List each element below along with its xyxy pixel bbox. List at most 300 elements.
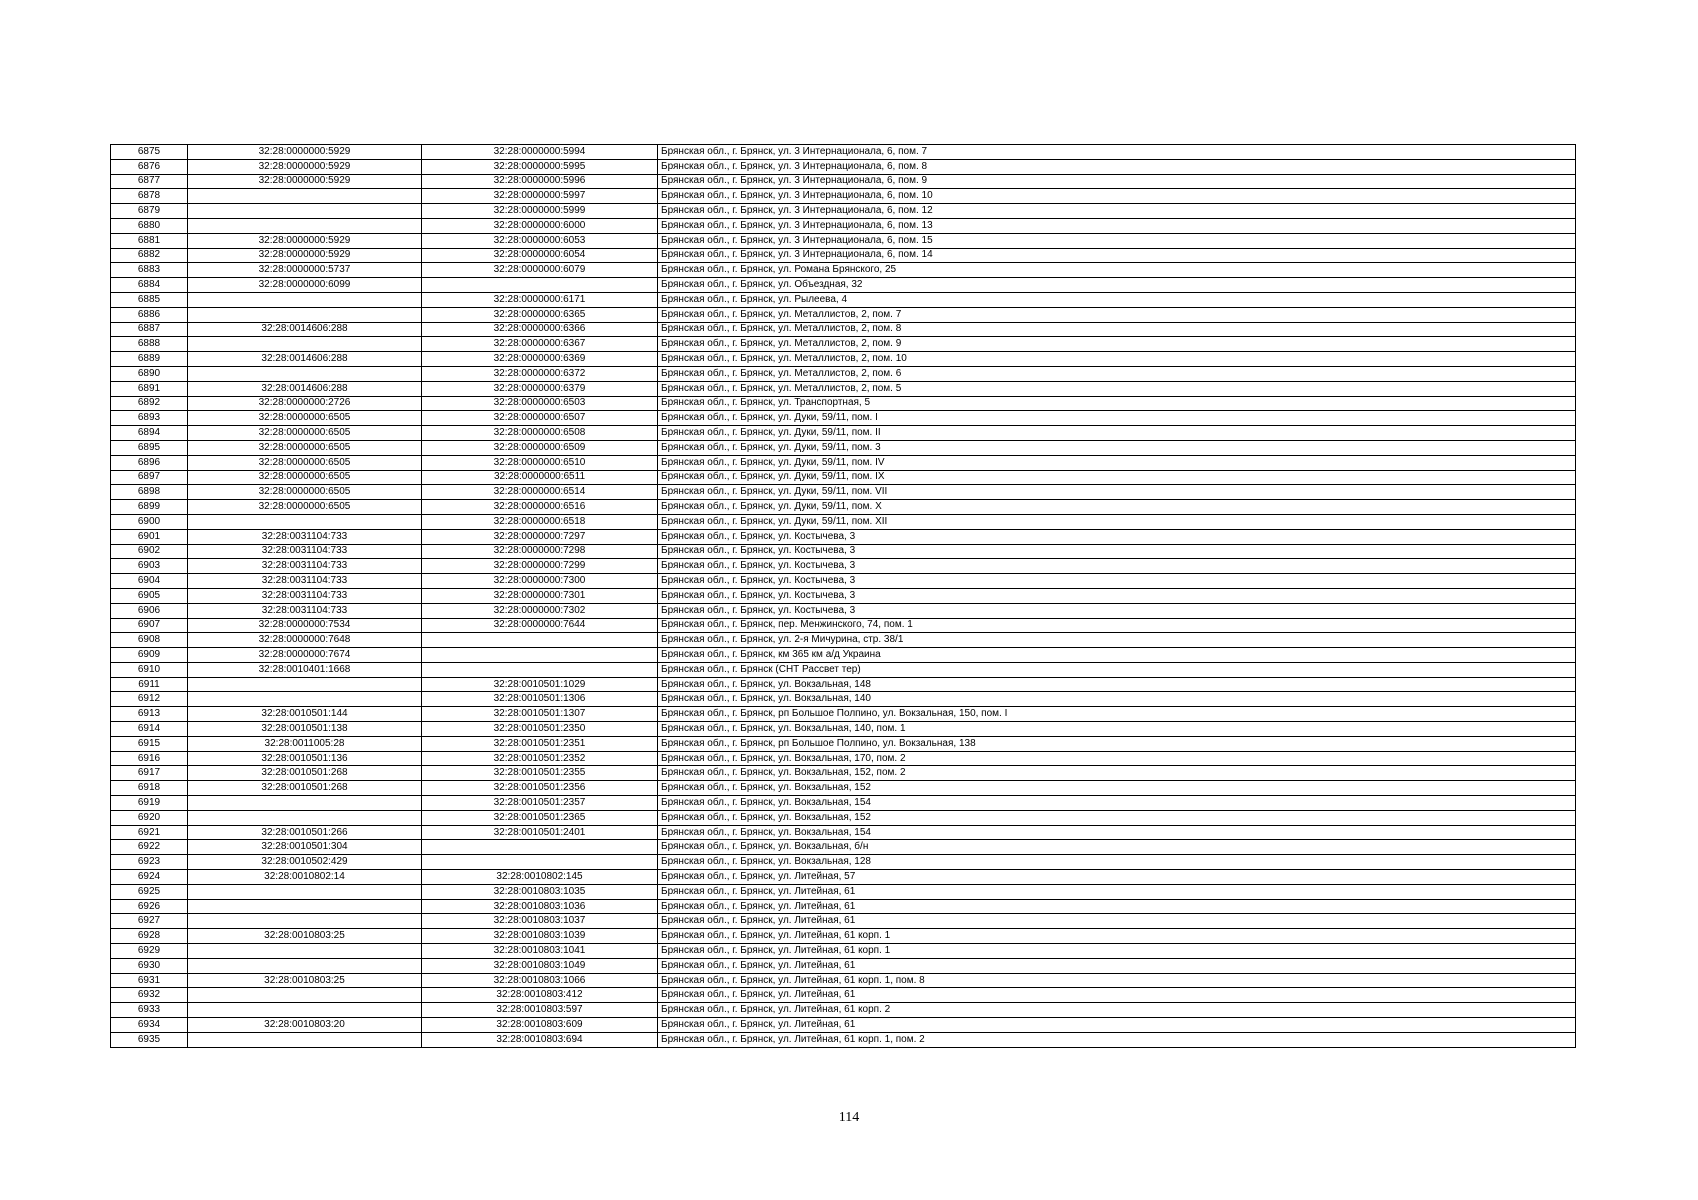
cadastral-number-cell: 32:28:0000000:6514 — [422, 485, 658, 500]
cadastral-number-cell: 32:28:0000000:6507 — [422, 411, 658, 426]
address-cell: Брянская обл., г. Брянск, ул. Литейная, 61 корп. 1, пом. 8 — [658, 973, 1576, 988]
table-row — [111, 810, 1576, 825]
cadastral-number-cell: 32:28:0010803:1049 — [422, 958, 658, 973]
address-cell: Брянская обл., г. Брянск, рп Большое Полпино, ул. Вокзальная, 150, пом. I — [658, 707, 1576, 722]
cadastral-number-cell: 32:28:0000000:6516 — [422, 500, 658, 515]
address-cell: Брянская обл., г. Брянск, ул. Вокзальная, б/н — [658, 840, 1576, 855]
table-row — [111, 914, 1576, 929]
cadastral-number-cell: 32:28:0010803:1037 — [422, 914, 658, 929]
address-cell: Брянская обл., г. Брянск, ул. Металлистов, 2, пом. 7 — [658, 307, 1576, 322]
cadastral-number-cell: 32:28:0010802:145 — [422, 870, 658, 885]
parent-cadastral-cell: 32:28:0000000:5737 — [188, 263, 422, 278]
address-cell: Брянская обл., г. Брянск, ул. Литейная, 61 — [658, 884, 1576, 899]
address-cell: Брянская обл., г. Брянск, км 365 км а/д Украина — [658, 648, 1576, 663]
cadastral-number-cell — [422, 278, 658, 293]
parent-cadastral-cell: 32:28:0000000:6505 — [188, 500, 422, 515]
table-row — [111, 248, 1576, 263]
cadastral-number-cell: 32:28:0010501:2352 — [422, 751, 658, 766]
cadastral-number-cell: 32:28:0000000:6079 — [422, 263, 658, 278]
row-number-cell: 6916 — [111, 751, 188, 766]
parent-cadastral-cell: 32:28:0000000:5929 — [188, 233, 422, 248]
table-row — [111, 1003, 1576, 1018]
address-cell: Брянская обл., г. Брянск, ул. 3 Интернационала, 6, пом. 10 — [658, 189, 1576, 204]
cadastral-number-cell — [422, 633, 658, 648]
table-row — [111, 204, 1576, 219]
row-number-cell: 6892 — [111, 396, 188, 411]
address-cell: Брянская обл., г. Брянск, ул. Вокзальная, 140 — [658, 692, 1576, 707]
parent-cadastral-cell: 32:28:0010802:14 — [188, 870, 422, 885]
cadastral-number-cell — [422, 662, 658, 677]
table-row — [111, 781, 1576, 796]
parent-cadastral-cell: 32:28:0031104:733 — [188, 603, 422, 618]
address-cell: Брянская обл., г. Брянск, ул. Литейная, 57 — [658, 870, 1576, 885]
register-body — [111, 145, 1576, 1048]
table-row — [111, 944, 1576, 959]
cadastral-number-cell: 32:28:0000000:6365 — [422, 307, 658, 322]
row-number-cell: 6928 — [111, 929, 188, 944]
row-number-cell: 6920 — [111, 810, 188, 825]
address-cell: Брянская обл., г. Брянск, ул. Романа Брянского, 25 — [658, 263, 1576, 278]
cadastral-number-cell: 32:28:0000000:6366 — [422, 322, 658, 337]
cadastral-number-cell: 32:28:0000000:6509 — [422, 440, 658, 455]
cadastral-number-cell: 32:28:0010501:1307 — [422, 707, 658, 722]
address-cell: Брянская обл., г. Брянск, ул. Литейная, 61 — [658, 958, 1576, 973]
parent-cadastral-cell: 32:28:0031104:733 — [188, 574, 422, 589]
table-row — [111, 292, 1576, 307]
address-cell: Брянская обл., г. Брянск, ул. Металлистов, 2, пом. 9 — [658, 337, 1576, 352]
parent-cadastral-cell: 32:28:0014606:288 — [188, 381, 422, 396]
row-number-cell: 6917 — [111, 766, 188, 781]
row-number-cell: 6921 — [111, 825, 188, 840]
cadastral-number-cell — [422, 648, 658, 663]
cadastral-number-cell: 32:28:0000000:5995 — [422, 159, 658, 174]
parent-cadastral-cell: 32:28:0000000:6505 — [188, 455, 422, 470]
parent-cadastral-cell: 32:28:0000000:7648 — [188, 633, 422, 648]
cadastral-number-cell: 32:28:0000000:5994 — [422, 145, 658, 160]
address-cell: Брянская обл., г. Брянск, ул. Костычева, 3 — [658, 529, 1576, 544]
address-cell: Брянская обл., г. Брянск, ул. Дуки, 59/11, пом. XII — [658, 514, 1576, 529]
cadastral-number-cell: 32:28:0000000:6510 — [422, 455, 658, 470]
cadastral-number-cell: 32:28:0000000:5996 — [422, 174, 658, 189]
address-cell: Брянская обл., г. Брянск, ул. Вокзальная, 170, пом. 2 — [658, 751, 1576, 766]
table-row — [111, 189, 1576, 204]
address-cell: Брянская обл., г. Брянск, ул. Вокзальная, 152 — [658, 810, 1576, 825]
address-cell: Брянская обл., г. Брянск, ул. Литейная, 61 — [658, 914, 1576, 929]
row-number-cell: 6888 — [111, 337, 188, 352]
cadastral-number-cell: 32:28:0000000:7300 — [422, 574, 658, 589]
address-cell: Брянская обл., г. Брянск, ул. 3 Интернационала, 6, пом. 13 — [658, 218, 1576, 233]
address-cell: Брянская обл., г. Брянск, ул. Дуки, 59/11, пом. IV — [658, 455, 1576, 470]
cadastral-number-cell: 32:28:0000000:5999 — [422, 204, 658, 219]
table-row — [111, 233, 1576, 248]
address-cell: Брянская обл., г. Брянск, рп Большое Полпино, ул. Вокзальная, 138 — [658, 736, 1576, 751]
table-row — [111, 145, 1576, 160]
address-cell: Брянская обл., г. Брянск, ул. 3 Интернационала, 6, пом. 9 — [658, 174, 1576, 189]
parent-cadastral-cell: 32:28:0031104:733 — [188, 544, 422, 559]
address-cell: Брянская обл., г. Брянск (СНТ Рассвет тер) — [658, 662, 1576, 677]
row-number-cell: 6907 — [111, 618, 188, 633]
table-row — [111, 929, 1576, 944]
parent-cadastral-cell: 32:28:0000000:5929 — [188, 248, 422, 263]
cadastral-number-cell: 32:28:0010501:2351 — [422, 736, 658, 751]
cadastral-number-cell: 32:28:0000000:6367 — [422, 337, 658, 352]
parent-cadastral-cell — [188, 292, 422, 307]
row-number-cell: 6919 — [111, 796, 188, 811]
table-row — [111, 618, 1576, 633]
table-row — [111, 707, 1576, 722]
table-row — [111, 500, 1576, 515]
table-row — [111, 633, 1576, 648]
address-cell: Брянская обл., г. Брянск, пер. Менжинского, 74, пом. 1 — [658, 618, 1576, 633]
table-row — [111, 988, 1576, 1003]
row-number-cell: 6900 — [111, 514, 188, 529]
table-row — [111, 751, 1576, 766]
parent-cadastral-cell: 32:28:0010502:429 — [188, 855, 422, 870]
address-cell: Брянская обл., г. Брянск, ул. Литейная, 61 корп. 1 — [658, 944, 1576, 959]
table-row — [111, 218, 1576, 233]
row-number-cell: 6926 — [111, 899, 188, 914]
cadastral-number-cell: 32:28:0010501:1029 — [422, 677, 658, 692]
cadastral-number-cell: 32:28:0000000:5997 — [422, 189, 658, 204]
row-number-cell: 6879 — [111, 204, 188, 219]
row-number-cell: 6898 — [111, 485, 188, 500]
address-cell: Брянская обл., г. Брянск, ул. 3 Интернационала, 6, пом. 12 — [658, 204, 1576, 219]
row-number-cell: 6931 — [111, 973, 188, 988]
cadastral-number-cell: 32:28:0000000:6053 — [422, 233, 658, 248]
address-cell: Брянская обл., г. Брянск, ул. Костычева, 3 — [658, 603, 1576, 618]
row-number-cell: 6896 — [111, 455, 188, 470]
address-cell: Брянская обл., г. Брянск, ул. Литейная, 61 — [658, 899, 1576, 914]
row-number-cell: 6895 — [111, 440, 188, 455]
cadastral-number-cell: 32:28:0010803:1035 — [422, 884, 658, 899]
row-number-cell: 6918 — [111, 781, 188, 796]
address-cell: Брянская обл., г. Брянск, ул. Литейная, 61 — [658, 1018, 1576, 1033]
row-number-cell: 6932 — [111, 988, 188, 1003]
table-row — [111, 559, 1576, 574]
row-number-cell: 6908 — [111, 633, 188, 648]
row-number-cell: 6891 — [111, 381, 188, 396]
parent-cadastral-cell — [188, 366, 422, 381]
parent-cadastral-cell — [188, 796, 422, 811]
address-cell: Брянская обл., г. Брянск, ул. Дуки, 59/11, пом. I — [658, 411, 1576, 426]
parent-cadastral-cell — [188, 204, 422, 219]
parent-cadastral-cell — [188, 337, 422, 352]
parent-cadastral-cell — [188, 189, 422, 204]
row-number-cell: 6899 — [111, 500, 188, 515]
table-row — [111, 174, 1576, 189]
cadastral-number-cell: 32:28:0000000:6508 — [422, 426, 658, 441]
table-row — [111, 884, 1576, 899]
table-row — [111, 766, 1576, 781]
table-row — [111, 514, 1576, 529]
table-row — [111, 337, 1576, 352]
table-row — [111, 485, 1576, 500]
table-row — [111, 263, 1576, 278]
cadastral-number-cell: 32:28:0010501:2365 — [422, 810, 658, 825]
cadastral-number-cell: 32:28:0000000:6511 — [422, 470, 658, 485]
address-cell: Брянская обл., г. Брянск, ул. Металлистов, 2, пом. 10 — [658, 352, 1576, 367]
address-cell: Брянская обл., г. Брянск, ул. Дуки, 59/11, пом. IX — [658, 470, 1576, 485]
cadastral-number-cell: 32:28:0000000:6518 — [422, 514, 658, 529]
cadastral-number-cell: 32:28:0000000:6054 — [422, 248, 658, 263]
row-number-cell: 6889 — [111, 352, 188, 367]
row-number-cell: 6893 — [111, 411, 188, 426]
address-cell: Брянская обл., г. Брянск, ул. Вокзальная, 140, пом. 1 — [658, 722, 1576, 737]
cadastral-number-cell: 32:28:0000000:6379 — [422, 381, 658, 396]
table-row — [111, 825, 1576, 840]
row-number-cell: 6875 — [111, 145, 188, 160]
row-number-cell: 6878 — [111, 189, 188, 204]
row-number-cell: 6882 — [111, 248, 188, 263]
cadastral-number-cell: 32:28:0000000:6369 — [422, 352, 658, 367]
cadastral-number-cell: 32:28:0010501:1306 — [422, 692, 658, 707]
table-row — [111, 278, 1576, 293]
parent-cadastral-cell: 32:28:0010501:138 — [188, 722, 422, 737]
row-number-cell: 6911 — [111, 677, 188, 692]
row-number-cell: 6887 — [111, 322, 188, 337]
cadastral-number-cell: 32:28:0000000:7302 — [422, 603, 658, 618]
row-number-cell: 6914 — [111, 722, 188, 737]
address-cell: Брянская обл., г. Брянск, ул. 3 Интернационала, 6, пом. 8 — [658, 159, 1576, 174]
row-number-cell: 6885 — [111, 292, 188, 307]
table-row — [111, 440, 1576, 455]
cadastral-number-cell: 32:28:0000000:7297 — [422, 529, 658, 544]
address-cell: Брянская обл., г. Брянск, ул. Транспортная, 5 — [658, 396, 1576, 411]
row-number-cell: 6886 — [111, 307, 188, 322]
parent-cadastral-cell — [188, 884, 422, 899]
table-row — [111, 870, 1576, 885]
parent-cadastral-cell — [188, 1003, 422, 1018]
table-row — [111, 603, 1576, 618]
row-number-cell: 6884 — [111, 278, 188, 293]
table-row — [111, 352, 1576, 367]
row-number-cell: 6912 — [111, 692, 188, 707]
cadastral-number-cell: 32:28:0010501:2350 — [422, 722, 658, 737]
address-cell: Брянская обл., г. Брянск, ул. Костычева, 3 — [658, 559, 1576, 574]
cadastral-number-cell: 32:28:0000000:7298 — [422, 544, 658, 559]
parent-cadastral-cell: 32:28:0000000:6505 — [188, 485, 422, 500]
address-cell: Брянская обл., г. Брянск, ул. Вокзальная, 154 — [658, 825, 1576, 840]
address-cell: Брянская обл., г. Брянск, ул. Костычева, 3 — [658, 574, 1576, 589]
cadastral-number-cell: 32:28:0000000:6503 — [422, 396, 658, 411]
table-row — [111, 411, 1576, 426]
row-number-cell: 6929 — [111, 944, 188, 959]
cadastral-number-cell: 32:28:0000000:6171 — [422, 292, 658, 307]
address-cell: Брянская обл., г. Брянск, ул. Дуки, 59/11, пом. II — [658, 426, 1576, 441]
address-cell: Брянская обл., г. Брянск, ул. Вокзальная, 128 — [658, 855, 1576, 870]
table-row — [111, 574, 1576, 589]
cadastral-number-cell: 32:28:0010803:597 — [422, 1003, 658, 1018]
parent-cadastral-cell: 32:28:0014606:288 — [188, 322, 422, 337]
address-cell: Брянская обл., г. Брянск, ул. Костычева, 3 — [658, 588, 1576, 603]
row-number-cell: 6906 — [111, 603, 188, 618]
address-cell: Брянская обл., г. Брянск, ул. 2-я Мичурина, стр. 38/1 — [658, 633, 1576, 648]
row-number-cell: 6915 — [111, 736, 188, 751]
parent-cadastral-cell: 32:28:0010803:25 — [188, 973, 422, 988]
address-cell: Брянская обл., г. Брянск, ул. 3 Интернационала, 6, пом. 14 — [658, 248, 1576, 263]
row-number-cell: 6935 — [111, 1032, 188, 1047]
table-row — [111, 1018, 1576, 1033]
parent-cadastral-cell — [188, 944, 422, 959]
row-number-cell: 6910 — [111, 662, 188, 677]
row-number-cell: 6877 — [111, 174, 188, 189]
row-number-cell: 6930 — [111, 958, 188, 973]
row-number-cell: 6924 — [111, 870, 188, 885]
parent-cadastral-cell: 32:28:0010501:144 — [188, 707, 422, 722]
parent-cadastral-cell: 32:28:0000000:6505 — [188, 440, 422, 455]
cadastral-number-cell: 32:28:0010803:609 — [422, 1018, 658, 1033]
table-row — [111, 470, 1576, 485]
address-cell: Брянская обл., г. Брянск, ул. 3 Интернационала, 6, пом. 15 — [658, 233, 1576, 248]
parent-cadastral-cell: 32:28:0000000:5929 — [188, 159, 422, 174]
cadastral-number-cell: 32:28:0010501:2356 — [422, 781, 658, 796]
address-cell: Брянская обл., г. Брянск, ул. Литейная, 61 — [658, 988, 1576, 1003]
parent-cadastral-cell: 32:28:0031104:733 — [188, 588, 422, 603]
row-number-cell: 6933 — [111, 1003, 188, 1018]
table-row — [111, 648, 1576, 663]
parent-cadastral-cell: 32:28:0010803:25 — [188, 929, 422, 944]
table-row — [111, 381, 1576, 396]
row-number-cell: 6890 — [111, 366, 188, 381]
address-cell: Брянская обл., г. Брянск, ул. Металлистов, 2, пом. 8 — [658, 322, 1576, 337]
address-cell: Брянская обл., г. Брянск, ул. Объездная, 32 — [658, 278, 1576, 293]
table-row — [111, 544, 1576, 559]
address-cell: Брянская обл., г. Брянск, ул. Дуки, 59/11, пом. VII — [658, 485, 1576, 500]
parent-cadastral-cell: 32:28:0000000:6505 — [188, 470, 422, 485]
row-number-cell: 6904 — [111, 574, 188, 589]
address-cell: Брянская обл., г. Брянск, ул. Дуки, 59/11, пом. 3 — [658, 440, 1576, 455]
row-number-cell: 6903 — [111, 559, 188, 574]
address-cell: Брянская обл., г. Брянск, ул. Вокзальная, 148 — [658, 677, 1576, 692]
parent-cadastral-cell — [188, 958, 422, 973]
parent-cadastral-cell — [188, 692, 422, 707]
parent-cadastral-cell: 32:28:0000000:7534 — [188, 618, 422, 633]
table-row — [111, 973, 1576, 988]
cadastral-number-cell: 32:28:0000000:7299 — [422, 559, 658, 574]
parent-cadastral-cell: 32:28:0031104:733 — [188, 559, 422, 574]
parent-cadastral-cell: 32:28:0010501:268 — [188, 781, 422, 796]
address-cell: Брянская обл., г. Брянск, ул. Литейная, 61 корп. 1, пом. 2 — [658, 1032, 1576, 1047]
parent-cadastral-cell — [188, 307, 422, 322]
parent-cadastral-cell: 32:28:0014606:288 — [188, 352, 422, 367]
parent-cadastral-cell: 32:28:0010501:136 — [188, 751, 422, 766]
row-number-cell: 6894 — [111, 426, 188, 441]
cadastral-number-cell: 32:28:0010803:1039 — [422, 929, 658, 944]
address-cell: Брянская обл., г. Брянск, ул. Костычева, 3 — [658, 544, 1576, 559]
parent-cadastral-cell: 32:28:0010501:266 — [188, 825, 422, 840]
cadastral-number-cell: 32:28:0010803:412 — [422, 988, 658, 1003]
row-number-cell: 6881 — [111, 233, 188, 248]
row-number-cell: 6934 — [111, 1018, 188, 1033]
table-row — [111, 159, 1576, 174]
table-row — [111, 796, 1576, 811]
parent-cadastral-cell: 32:28:0000000:5929 — [188, 145, 422, 160]
table-row — [111, 736, 1576, 751]
cadastral-number-cell — [422, 840, 658, 855]
address-cell: Брянская обл., г. Брянск, ул. Литейная, 61 корп. 1 — [658, 929, 1576, 944]
row-number-cell: 6905 — [111, 588, 188, 603]
table-row — [111, 588, 1576, 603]
row-number-cell: 6883 — [111, 263, 188, 278]
cadastral-number-cell: 32:28:0010803:1066 — [422, 973, 658, 988]
table-row — [111, 426, 1576, 441]
cadastral-number-cell: 32:28:0010803:1036 — [422, 899, 658, 914]
table-row — [111, 958, 1576, 973]
parent-cadastral-cell: 32:28:0011005:28 — [188, 736, 422, 751]
row-number-cell: 6880 — [111, 218, 188, 233]
row-number-cell: 6902 — [111, 544, 188, 559]
row-number-cell: 6901 — [111, 529, 188, 544]
parent-cadastral-cell: 32:28:0010401:1668 — [188, 662, 422, 677]
register-table — [110, 144, 1576, 1048]
parent-cadastral-cell — [188, 514, 422, 529]
cadastral-number-cell: 32:28:0000000:7301 — [422, 588, 658, 603]
parent-cadastral-cell: 32:28:0000000:2726 — [188, 396, 422, 411]
row-number-cell: 6909 — [111, 648, 188, 663]
table-row — [111, 899, 1576, 914]
table-row — [111, 840, 1576, 855]
row-number-cell: 6876 — [111, 159, 188, 174]
parent-cadastral-cell: 32:28:0000000:5929 — [188, 174, 422, 189]
parent-cadastral-cell — [188, 1032, 422, 1047]
parent-cadastral-cell: 32:28:0010501:268 — [188, 766, 422, 781]
parent-cadastral-cell — [188, 677, 422, 692]
cadastral-number-cell: 32:28:0010803:694 — [422, 1032, 658, 1047]
row-number-cell: 6913 — [111, 707, 188, 722]
table-row — [111, 455, 1576, 470]
table-row — [111, 692, 1576, 707]
table-row — [111, 529, 1576, 544]
address-cell: Брянская обл., г. Брянск, ул. Рылеева, 4 — [658, 292, 1576, 307]
cadastral-number-cell: 32:28:0010501:2355 — [422, 766, 658, 781]
address-cell: Брянская обл., г. Брянск, ул. Дуки, 59/11, пом. X — [658, 500, 1576, 515]
cadastral-number-cell: 32:28:0000000:6372 — [422, 366, 658, 381]
parent-cadastral-cell — [188, 914, 422, 929]
parent-cadastral-cell: 32:28:0000000:6505 — [188, 426, 422, 441]
row-number-cell: 6897 — [111, 470, 188, 485]
address-cell: Брянская обл., г. Брянск, ул. Металлистов, 2, пом. 6 — [658, 366, 1576, 381]
address-cell: Брянская обл., г. Брянск, ул. Вокзальная, 154 — [658, 796, 1576, 811]
cadastral-number-cell: 32:28:0010803:1041 — [422, 944, 658, 959]
parent-cadastral-cell — [188, 899, 422, 914]
parent-cadastral-cell: 32:28:0010803:20 — [188, 1018, 422, 1033]
table-row — [111, 677, 1576, 692]
page-number: 114 — [838, 1110, 860, 1125]
address-cell: Брянская обл., г. Брянск, ул. Литейная, 61 корп. 2 — [658, 1003, 1576, 1018]
cadastral-number-cell: 32:28:0000000:7644 — [422, 618, 658, 633]
cadastral-number-cell: 32:28:0010501:2401 — [422, 825, 658, 840]
table-row — [111, 396, 1576, 411]
table-row — [111, 722, 1576, 737]
parent-cadastral-cell: 32:28:0000000:6505 — [188, 411, 422, 426]
address-cell: Брянская обл., г. Брянск, ул. Вокзальная, 152 — [658, 781, 1576, 796]
row-number-cell: 6922 — [111, 840, 188, 855]
parent-cadastral-cell: 32:28:0010501:304 — [188, 840, 422, 855]
cadastral-number-cell: 32:28:0010501:2357 — [422, 796, 658, 811]
address-cell: Брянская обл., г. Брянск, ул. Металлистов, 2, пом. 5 — [658, 381, 1576, 396]
table-row — [111, 307, 1576, 322]
table-row — [111, 662, 1576, 677]
parent-cadastral-cell: 32:28:0031104:733 — [188, 529, 422, 544]
parent-cadastral-cell — [188, 810, 422, 825]
parent-cadastral-cell: 32:28:0000000:7674 — [188, 648, 422, 663]
table-row — [111, 322, 1576, 337]
row-number-cell: 6925 — [111, 884, 188, 899]
cadastral-number-cell: 32:28:0000000:6000 — [422, 218, 658, 233]
parent-cadastral-cell — [188, 218, 422, 233]
parent-cadastral-cell — [188, 988, 422, 1003]
table-row — [111, 855, 1576, 870]
